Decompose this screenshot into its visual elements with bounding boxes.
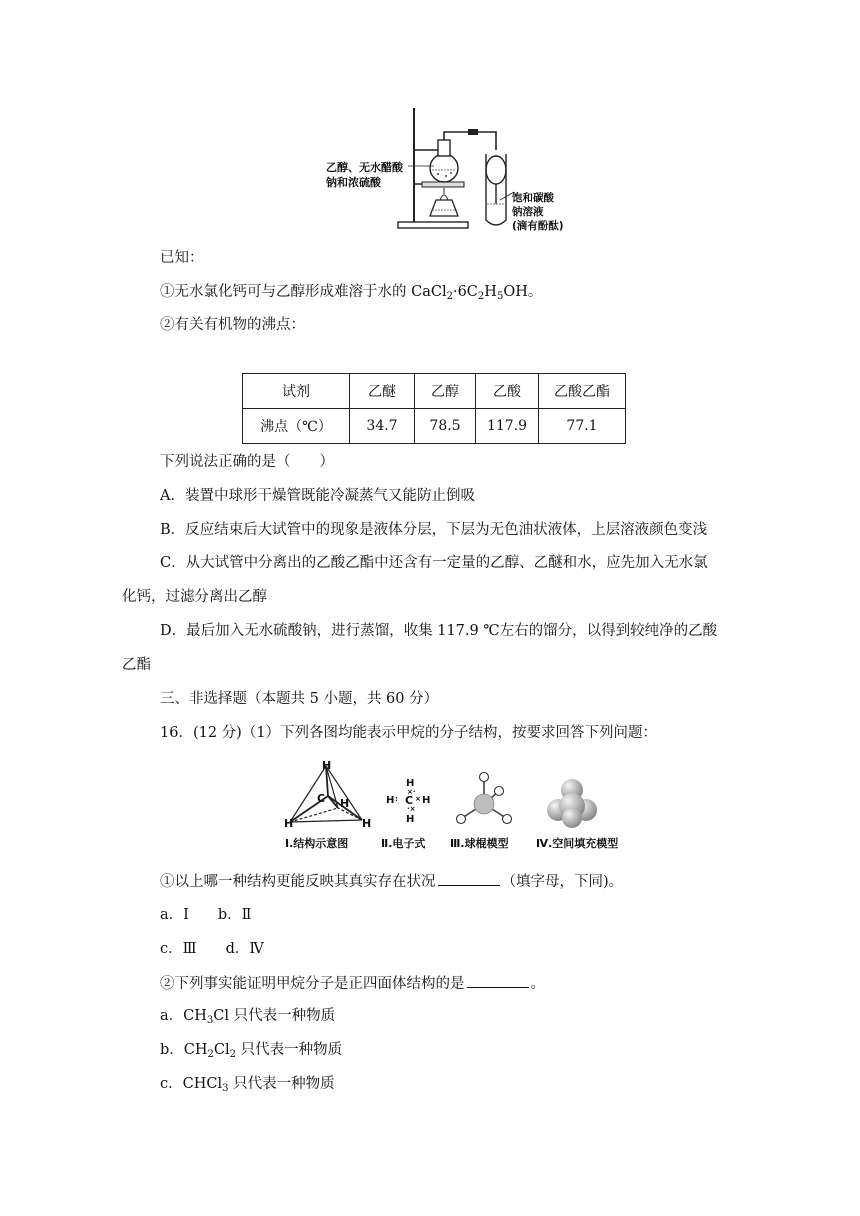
option-c-text-2: 只代表一种物质 [228, 1076, 335, 1092]
table-header-row [243, 374, 626, 409]
question-15-option-c-line1: C．从大试管中分离出的乙酸乙酯中还含有一定量的乙醇、乙醚和水，应先加入无水氯 [160, 555, 708, 571]
dot-h-top: H [406, 778, 415, 789]
boiling-point-table [242, 373, 626, 444]
known-item-1-sub-1: 2 [446, 291, 453, 302]
question-15-option-c-line2: 化钙，过滤分离出乙醇 [122, 589, 267, 605]
question-16-stem: 16．(12 分)（1）下列各图均能表示甲烷的分子结构，按要求回答下列问题： [160, 725, 658, 741]
option-b-text-3: 只代表一种物质 [236, 1042, 343, 1058]
table-cell: 78.5 [415, 409, 476, 444]
dot-h-right: H [422, 795, 431, 806]
question-16-sub-1-text: ①以上哪一种结构更能反映其真实存在状况 [160, 874, 436, 890]
known-item-2: ②有关有机物的沸点： [160, 317, 305, 333]
known-item-1-text-b: ·6C [452, 284, 478, 300]
dot-pair-left: : [395, 795, 398, 803]
table-row [243, 409, 626, 444]
dot-pair-top: ×· [407, 788, 416, 796]
known-item-1 [160, 282, 542, 302]
table-cell: 乙醇 [415, 374, 476, 409]
option-c-sub: 3 [222, 1083, 229, 1094]
answer-blank-2[interactable] [467, 973, 529, 988]
dot-h-left: H [386, 795, 395, 806]
question-16-sub-1-options-cd: c．Ⅲ d．Ⅳ [160, 941, 264, 957]
methane-atom-h-left: H [284, 817, 294, 830]
question-15-option-a: A．装置中球形干燥管既能冷凝蒸气又能防止倒吸 [160, 488, 475, 504]
table-cell: 乙酸 [476, 374, 539, 409]
option-c-text-1: c．CHCl [160, 1076, 223, 1092]
known-heading: 已知： [160, 250, 204, 266]
question-15-option-b: B．反应结束后大试管中的现象是液体分层，下层为无色油状液体，上层溶液颜色变浅 [160, 522, 708, 538]
table-cell: 34.7 [350, 409, 415, 444]
option-b-sub-1: 2 [207, 1049, 214, 1060]
option-b-text-1: b．CH [160, 1042, 208, 1058]
option-b-sub-2: 2 [229, 1049, 237, 1060]
question-16-sub-1 [160, 871, 623, 892]
ball-and-stick-model [454, 770, 514, 832]
apparatus-right-label-line3: (滴有酚酞) [512, 220, 564, 232]
figure-2-label: Ⅱ.电子式 [381, 837, 426, 850]
apparatus-left-label [326, 160, 403, 190]
figure-3-label: Ⅲ.球棍模型 [450, 837, 509, 850]
electron-dot-formula [386, 778, 432, 828]
methane-atom-c: C [317, 792, 326, 805]
apparatus-left-label-line1: 乙醇、无水醋酸 [326, 161, 403, 174]
option-a-sub: 3 [206, 1015, 214, 1026]
table-cell: 乙醚 [350, 374, 415, 409]
dot-c: C [405, 794, 414, 807]
known-item-1-sub-2: 2 [477, 291, 485, 302]
apparatus-right-label-line1: 饱和碳酸 [512, 192, 554, 204]
question-16-sub-1-text-b: （填字母，下同)。 [501, 874, 624, 890]
apparatus-left-label-line2: 钠和浓硫酸 [326, 176, 381, 189]
question-15-option-d-line2: 乙酯 [122, 657, 151, 673]
apparatus-right-label [512, 191, 564, 233]
option-b-text-2: Cl [213, 1042, 230, 1058]
table-cell: 试剂 [243, 374, 350, 409]
option-a-text-1: a．CH [160, 1008, 207, 1024]
space-filling-model [546, 776, 598, 830]
question-16-sub-2-text-b: 。 [530, 976, 545, 992]
answer-blank-1[interactable] [438, 871, 500, 886]
question-16-sub-2 [160, 973, 545, 994]
figure-1-label: Ⅰ.结构示意图 [285, 837, 349, 850]
methane-atom-h-top: H [322, 759, 332, 772]
table-cell: 77.1 [539, 409, 626, 444]
known-item-1-text-a: ①无水氯化钙可与乙醇形成难溶于水的 CaCl [160, 284, 447, 300]
section-3-title: 三、非选择题（本题共 5 小题，共 60 分） [160, 691, 439, 707]
table-cell: 沸点（℃） [243, 409, 350, 444]
question-16-sub-1-options-ab: a．Ⅰ b．Ⅱ [160, 907, 252, 923]
apparatus-right-label-line2: 钠溶液 [512, 206, 544, 218]
question-15-stem: 下列说法正确的是（ ） [160, 454, 334, 470]
question-15-option-d-line1: D．最后加入无水硫酸钠，进行蒸馏，收集 117.9 ℃左右的馏分，以得到较纯净的乙酸 [160, 623, 718, 639]
methane-atom-h-right: H [340, 797, 350, 810]
question-16-sub-2-option-a [160, 1006, 335, 1026]
dot-pair-bottom: ·× [407, 805, 416, 813]
dot-pair-right: × [415, 795, 421, 803]
known-item-1-sub-3: 5 [496, 291, 504, 302]
table-cell: 117.9 [476, 409, 539, 444]
question-16-sub-2-option-c [160, 1074, 335, 1094]
known-item-1-text-c: H [484, 284, 497, 300]
table-cell: 乙酸乙酯 [539, 374, 626, 409]
figure-4-label: Ⅳ.空间填充模型 [536, 837, 619, 850]
option-a-text-2: Cl 只代表一种物质 [213, 1008, 336, 1024]
known-item-1-text-d: OH。 [503, 284, 543, 300]
question-16-sub-2-option-b [160, 1040, 342, 1060]
question-16-sub-2-text: ②下列事实能证明甲烷分子是正四面体结构的是 [160, 976, 465, 992]
dot-h-bottom: H [406, 814, 415, 825]
methane-atom-h-bottom-right: H [362, 817, 372, 830]
